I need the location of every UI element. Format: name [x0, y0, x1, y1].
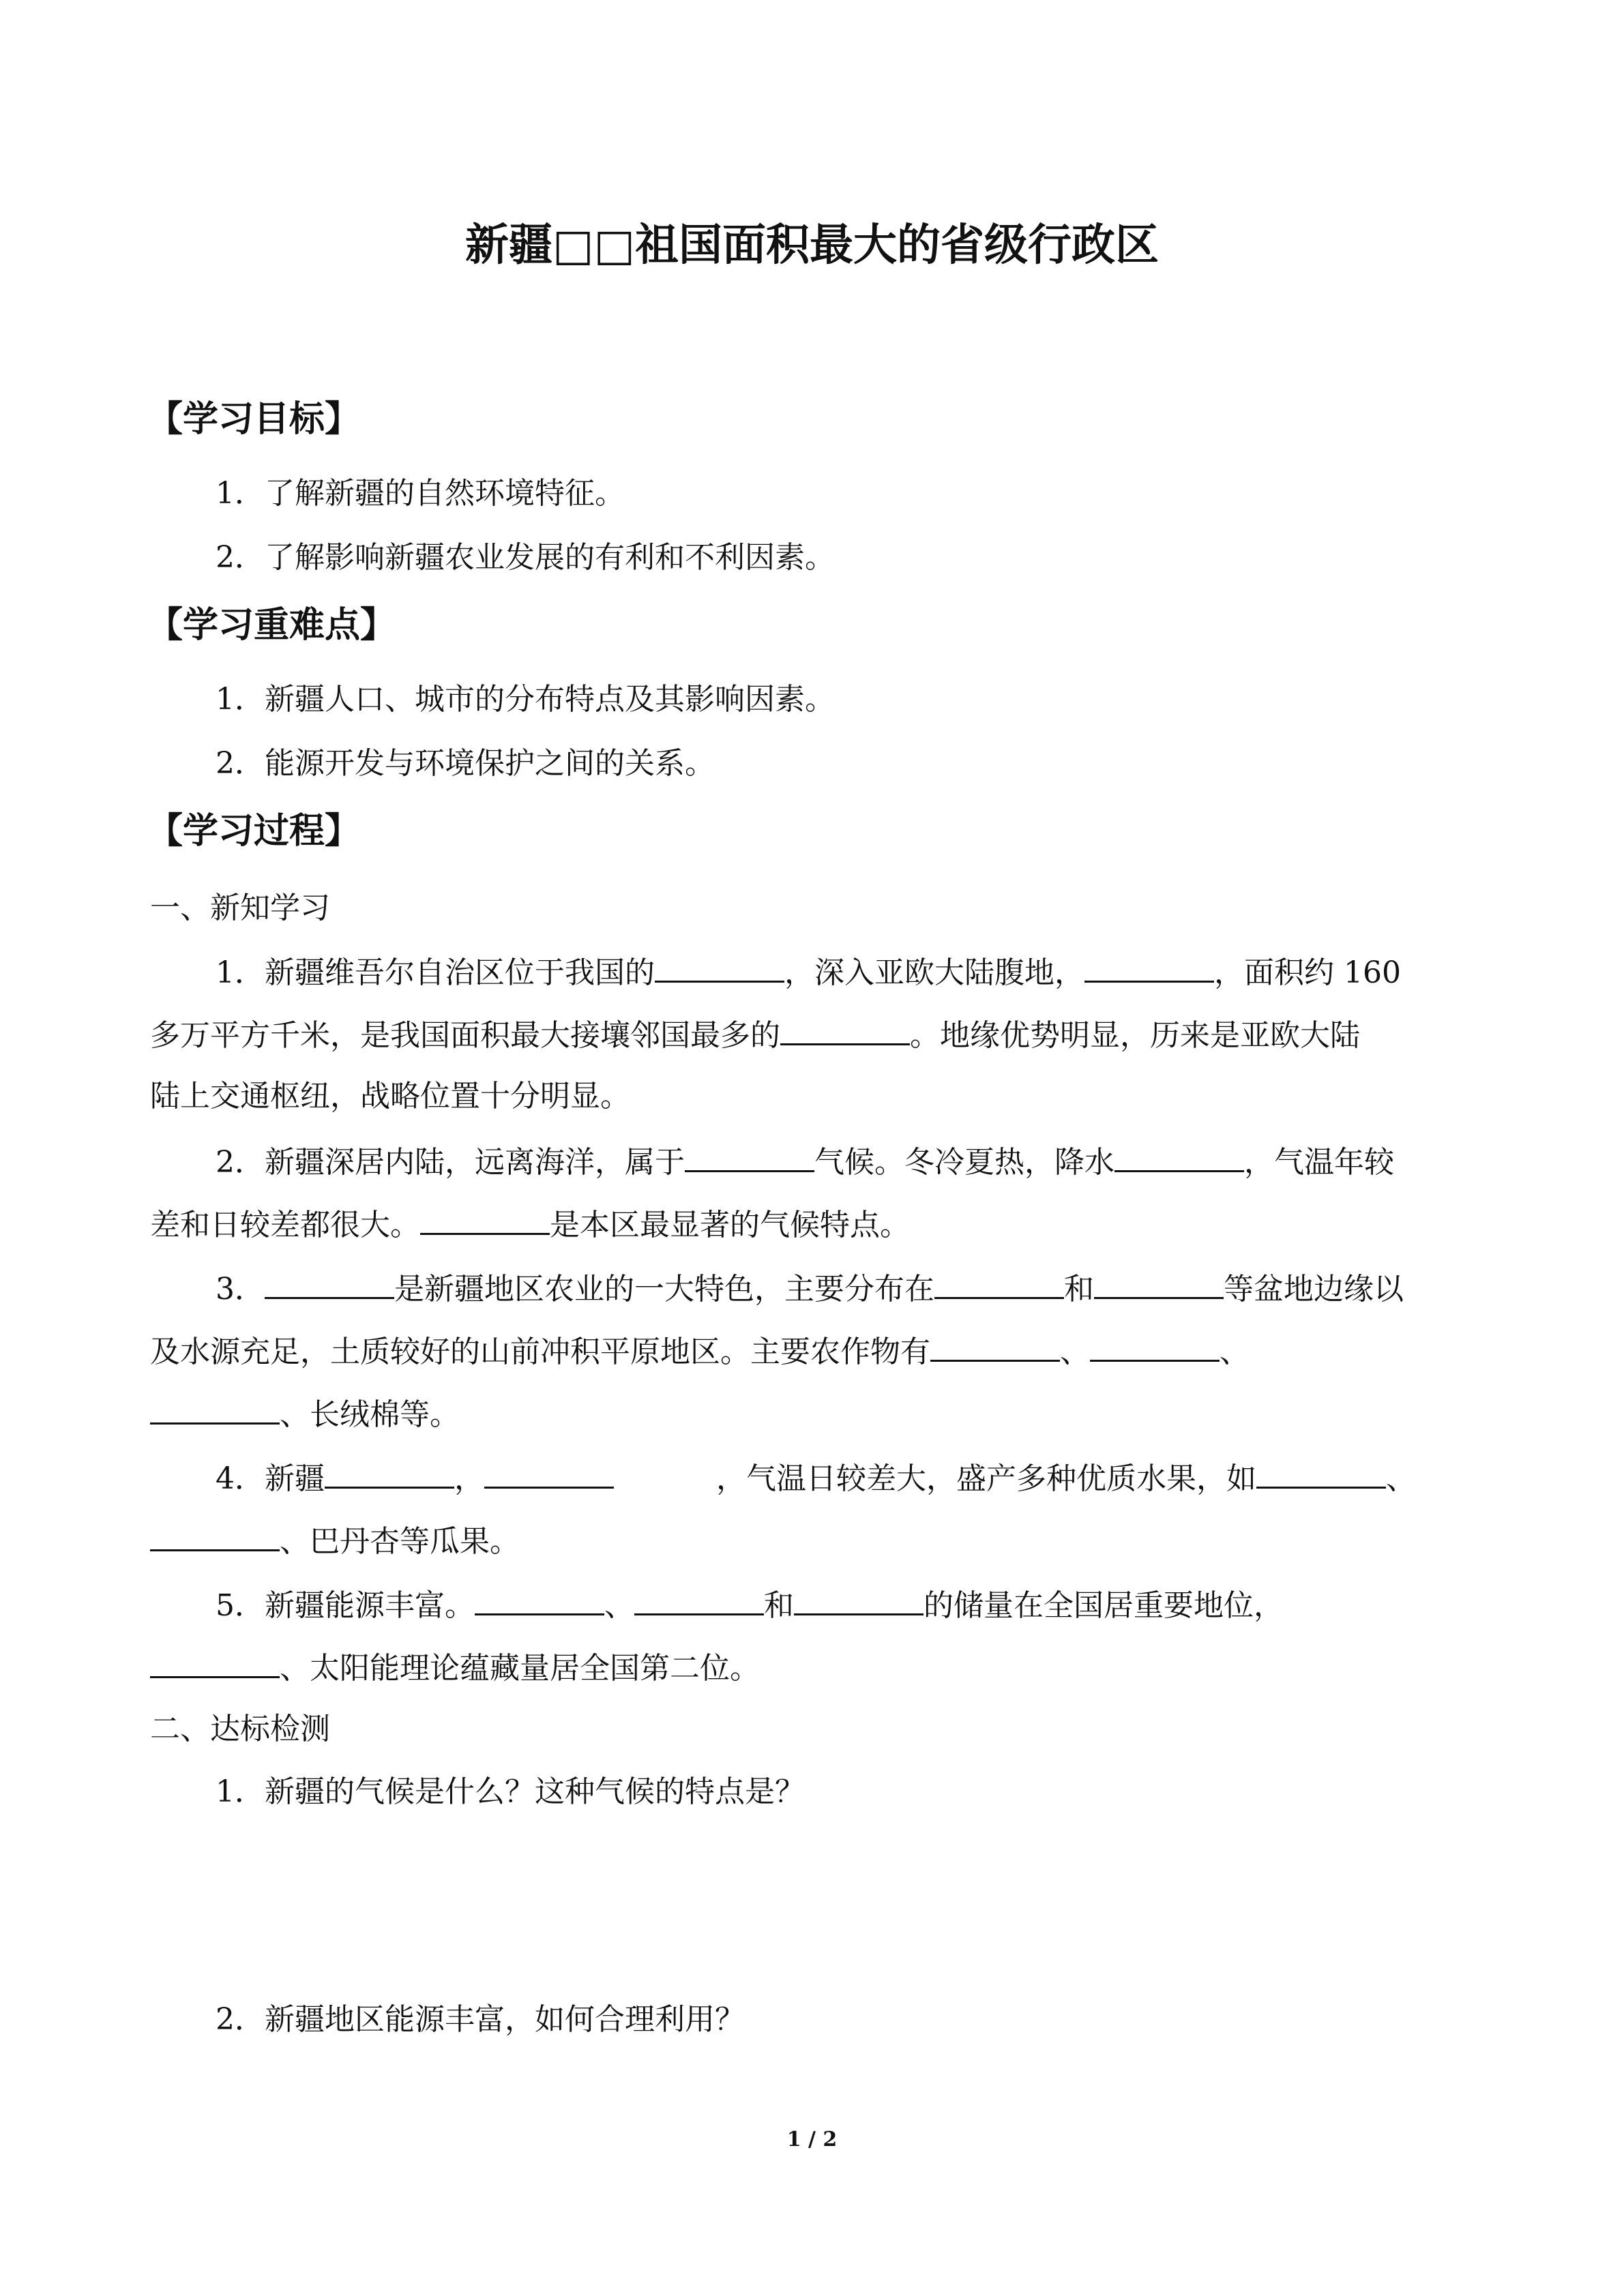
q2-line2: 差和日较差都很大。 是本区最显著的气候特点。	[150, 1208, 910, 1242]
heading-key-points: 【学习重难点】	[147, 604, 396, 646]
goal-2: 2．了解影响新疆农业发展的有利和不利因素。	[216, 540, 835, 575]
q1-line1: 1．新疆维吾尔自治区位于我国的 ，深入亚欧大陆腹地， ，面积约 160	[216, 955, 1401, 990]
heading-goals: 【学习目标】	[147, 398, 361, 440]
blank[interactable]	[420, 1208, 550, 1235]
q3-line1: 3． 是新疆地区农业的一大特色，主要分布在 和 等盆地边缘以	[216, 1272, 1404, 1307]
part2-heading: 二、达标检测	[150, 1712, 330, 1746]
test-question-1: 1．新疆的气候是什么？这种气候的特点是？	[216, 1774, 805, 1809]
blank[interactable]	[150, 1398, 280, 1425]
blank[interactable]	[325, 1462, 454, 1489]
heading-process: 【学习过程】	[147, 810, 361, 852]
blank[interactable]	[655, 956, 784, 983]
q1-line3: 陆上交通枢纽，战略位置十分明显。	[150, 1079, 630, 1114]
page-number: 1 / 2	[786, 2128, 838, 2151]
blank[interactable]	[1256, 1462, 1386, 1489]
key-point-2: 2．能源开发与环境保护之间的关系。	[216, 746, 715, 781]
test-question-2: 2．新疆地区能源丰富，如何合理利用？	[216, 2002, 745, 2037]
q5-line1: 5．新疆能源丰富。 、 和 的储量在全国居重要地位，	[216, 1588, 1284, 1623]
blank[interactable]	[150, 1652, 280, 1678]
q4-line1: 4．新疆 ， ，气温日较差大，盛产多种优质水果，如 、	[216, 1461, 1416, 1496]
blank[interactable]	[934, 1272, 1064, 1299]
blank[interactable]	[634, 1589, 764, 1615]
q3-line3: 、长绒棉等。	[150, 1398, 460, 1430]
page-title: 新疆□□祖国面积最大的省级行政区	[465, 220, 1159, 271]
key-point-1: 1．新疆人口、城市的分布特点及其影响因素。	[216, 682, 835, 717]
q5-line2: 、太阳能理论蕴藏量居全国第二位。	[150, 1652, 760, 1684]
blank[interactable]	[150, 1525, 280, 1551]
q4-line2: 、巴丹杏等瓜果。	[150, 1525, 520, 1557]
q1-line2: 多万平方千米，是我国面积最大接壤邻国最多的 。地缘优势明显，历来是亚欧大陆	[150, 1018, 1360, 1053]
blank[interactable]	[930, 1335, 1060, 1362]
blank[interactable]	[685, 1146, 814, 1172]
part1-heading: 一、新知学习	[150, 891, 330, 925]
blank[interactable]	[1090, 1335, 1220, 1362]
blank[interactable]	[1084, 956, 1214, 983]
blank[interactable]	[780, 1019, 910, 1045]
blank[interactable]	[1114, 1146, 1244, 1172]
blank[interactable]	[475, 1589, 604, 1615]
goal-1: 1．了解新疆的自然环境特征。	[216, 476, 625, 511]
blank[interactable]	[794, 1589, 924, 1615]
q3-line2: 及水源充足，土质较好的山前冲积平原地区。主要农作物有 、 、	[150, 1335, 1250, 1369]
q2-line1: 2．新疆深居内陆，远离海洋，属于 气候。冬冷夏热，降水 ，气温年较	[216, 1145, 1394, 1180]
blank[interactable]	[265, 1272, 394, 1299]
blank[interactable]	[484, 1462, 614, 1489]
blank[interactable]	[1094, 1272, 1224, 1299]
